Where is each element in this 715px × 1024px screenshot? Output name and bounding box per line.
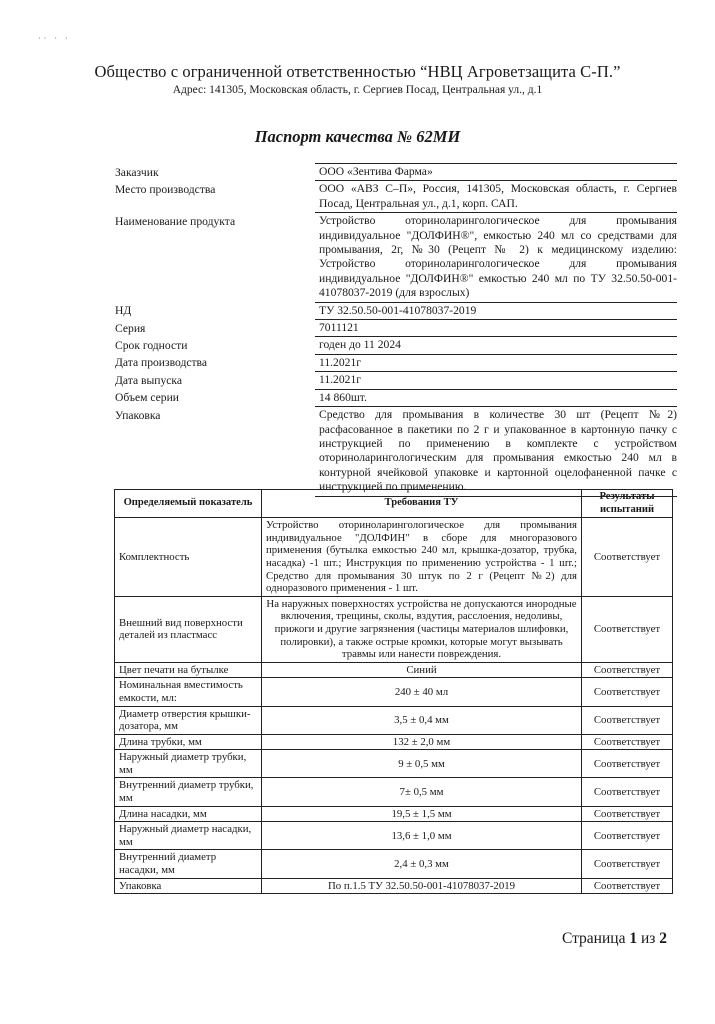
result-cell: Соответствует [582, 750, 673, 778]
property-label: Упаковка [115, 408, 161, 422]
property-row-customer [115, 164, 677, 181]
property-value: 7011121 [315, 320, 677, 337]
requirement-cell: Синий [262, 662, 582, 678]
scan-artifact: ·· · · [38, 34, 71, 43]
organization-address: Адрес: 141305, Московская область, г. Сергиев Посад, Центральная ул., д.1 [172, 84, 543, 96]
indicator-cell: Длина трубки, мм [115, 734, 262, 750]
requirement-cell: 13,6 ± 1,0 мм [262, 822, 582, 850]
requirement-cell: Устройство оториноларингологическое для промывания индивидуальное "ДОЛФИН" в сборе для многоразового применения (бутылка емкостью 240 мл, крышка-дозатор, трубка, насадка) -1 шт.; Инструкция по применению устройства - 1 шт.; Средство для промывания 30 штук по 2 г (Рецепт №2) для одноразового применения - 1 шт. [262, 518, 582, 597]
requirement-cell: 3,5 ± 0,4 мм [262, 706, 582, 734]
property-row-shelf-life [115, 337, 677, 354]
property-label: Серия [115, 321, 146, 335]
result-cell: Соответствует [582, 778, 673, 806]
indicator-cell: Внутренний диаметр трубки, мм [115, 778, 262, 806]
table-row [115, 678, 673, 706]
result-cell: Соответствует [582, 822, 673, 850]
page-total: 2 [659, 930, 667, 947]
result-cell: Соответствует [582, 518, 673, 597]
requirement-cell: 9 ± 0,5 мм [262, 750, 582, 778]
property-label: НД [115, 304, 132, 318]
table-row [115, 662, 673, 678]
indicator-cell: Внутренний диаметр насадки, мм [115, 850, 262, 878]
property-label: Наименование продукта [115, 214, 236, 228]
table-header-row [115, 490, 673, 518]
property-value: Средство для промывания в количестве 30 шт (Рецепт №2) расфасованное в пакетики по 2 г и упакованное в картонную пачку с инструкцией по применению в комплекте с устройством оториноларингологическим для промывания емкостью 240 мл в контурной ячейковой упаковке и картонной оцелофаненной пачке с инструкцией по применению. [315, 407, 677, 496]
property-label: Срок годности [115, 338, 188, 352]
property-label: Дата выпуска [115, 373, 183, 387]
result-cell: Соответствует [582, 878, 673, 894]
result-cell: Соответствует [582, 850, 673, 878]
requirement-cell: 132 ± 2,0 мм [262, 734, 582, 750]
page-word: Страница [561, 930, 626, 947]
property-value: годен до 11 2024 [315, 337, 677, 354]
indicator-cell: Наружный диаметр трубки, мм [115, 750, 262, 778]
indicator-cell: Упаковка [115, 878, 262, 894]
test-results-table [114, 489, 673, 894]
table-row [115, 706, 673, 734]
table-row [115, 850, 673, 878]
column-header-indicator: Определяемый показатель [115, 490, 262, 518]
property-label: Место производства [115, 182, 216, 196]
property-value: 14 860шт. [315, 389, 677, 406]
property-label: Заказчик [115, 165, 159, 179]
result-cell: Соответствует [582, 662, 673, 678]
property-label: Объем серии [115, 391, 179, 405]
property-value: 11.2021г [315, 354, 677, 371]
requirement-cell: 7± 0,5 мм [262, 778, 582, 806]
property-label: Дата производства [115, 356, 208, 370]
result-cell: Соответствует [582, 734, 673, 750]
property-row-packaging [115, 407, 677, 496]
indicator-cell: Наружный диаметр насадки, мм [115, 822, 262, 850]
table-row [115, 750, 673, 778]
organization-name: Общество с ограниченной ответственностью “НВЦ Агроветзащита С-П.” [94, 62, 621, 81]
indicator-cell: Цвет печати на бутылке [115, 662, 262, 678]
table-row [115, 806, 673, 822]
requirement-cell: 2,4 ± 0,3 мм [262, 850, 582, 878]
table-row [115, 778, 673, 806]
property-row-nd [115, 302, 677, 319]
table-row [115, 596, 673, 662]
property-row-batch-volume [115, 389, 677, 406]
property-row-release-date [115, 372, 677, 389]
result-cell: Соответствует [582, 678, 673, 706]
property-row-production-date [115, 354, 677, 371]
page-current: 1 [629, 930, 638, 947]
property-value: ООО «Зентива Фарма» [315, 164, 677, 181]
requirement-cell: По п.1.5 ТУ 32.50.50-001-41078037-2019 [262, 878, 582, 894]
requirement-cell: 19,5 ± 1,5 мм [262, 806, 582, 822]
result-cell: Соответствует [582, 596, 673, 662]
property-value: ООО «АВЗ С–П», Россия, 141305, Московская область, г. Сергиев Посад, Центральная ул., д.1, корп. САП. [315, 181, 677, 213]
indicator-cell: Номинальная вместимость емкости, мл: [115, 678, 262, 706]
table-row [115, 734, 673, 750]
property-value: ТУ 32.50.50-001-41078037-2019 [315, 302, 677, 319]
page-number [562, 930, 667, 948]
table-row [115, 518, 673, 597]
product-properties [115, 163, 677, 497]
page-of: из [640, 930, 656, 947]
indicator-cell: Внешний вид поверхности деталей из пластмасс [115, 596, 262, 662]
result-cell: Соответствует [582, 706, 673, 734]
table-row [115, 878, 673, 894]
requirement-cell: На наружных поверхностях устройства не допускаются инородные включения, трещины, сколы, вздутия, расслоения, недоливы, прижоги и другие загрязнения (частицы материалов шлифовки, полировки), а также острые кромки, которые могут вызывать травмы или нанести повреждения. [262, 596, 582, 662]
column-header-results: Результаты испытаний [582, 490, 673, 518]
result-cell: Соответствует [582, 806, 673, 822]
property-row-production-site [115, 181, 677, 213]
document-title: Паспорт качества № 62МИ [254, 127, 461, 146]
indicator-cell: Длина насадки, мм [115, 806, 262, 822]
column-header-requirements: Требования ТУ [262, 490, 582, 518]
requirement-cell: 240 ± 40 мл [262, 678, 582, 706]
table-row [115, 822, 673, 850]
indicator-cell: Комплектность [115, 518, 262, 597]
property-row-product-name [115, 213, 677, 302]
property-row-series [115, 320, 677, 337]
property-value: Устройство оториноларингологическое для промывания индивидуальное "ДОЛФИН®", емкостью 240 мл со средствами для промывания, 2г, №30 (Рецепт № 2) к медицинскому изделию: Устройство оториноларингологическое для промывания индивидуальное "ДОЛФИН®" емкостью 240 мл по ТУ 32.50.50-001-41078037-2019 (для взрослых) [315, 213, 677, 302]
indicator-cell: Диаметр отверстия крышки-дозатора, мм [115, 706, 262, 734]
property-value: 11.2021г [315, 372, 677, 389]
